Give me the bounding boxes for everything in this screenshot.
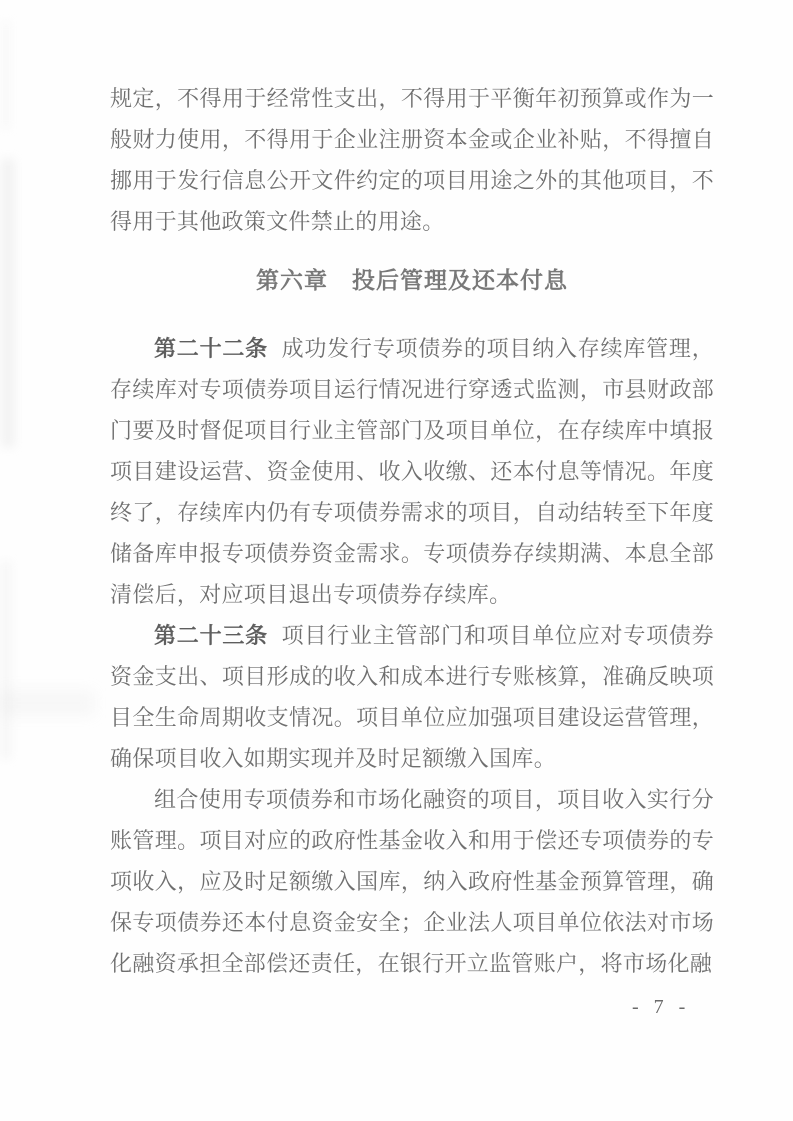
page-number: - 7 -	[632, 996, 691, 1018]
paragraph-combined-financing: 组合使用专项债券和市场化融资的项目，项目收入实行分账管理。项目对应的政府性基金收入和用于偿还专项债券的专项收入，应及时足额缴入国库，纳入政府性基金预算管理，确保专项债券还本付息资金安全；企业法人项目单位依法对市场化融资承担全部偿还责任，在银行开立监管账户，将市场化融	[110, 787, 714, 976]
scan-artifact	[2, 20, 10, 130]
article-23	[110, 615, 714, 779]
chapter-heading: 第六章 投后管理及还本付息	[256, 267, 568, 293]
article-22-term: 第二十二条	[154, 336, 268, 361]
scan-artifact	[0, 690, 95, 716]
article-23-text: 项目行业主管部门和项目单位应对专项债券资金支出、项目形成的收入和成本进行专账核算，准确反映项目全生命周期收支情况。项目单位应加强项目建设运营管理，确保项目收入如期实现并及时足额缴入国库。	[110, 623, 714, 771]
paragraph-continuation: 规定，不得用于经常性支出，不得用于平衡年初预算或作为一般财力使用，不得用于企业注册资本金或企业补贴，不得擅自挪用于发行信息公开文件约定的项目用途之外的其他项目，不得用于其他政策文件禁止的用途。	[110, 86, 714, 234]
scan-artifact	[1, 560, 11, 760]
article-23-term: 第二十三条	[154, 623, 268, 648]
scan-artifact	[1, 158, 15, 448]
text-column	[110, 78, 714, 984]
article-22	[110, 328, 714, 615]
article-22-text: 成功发行专项债券的项目纳入存续库管理，存续库对专项债券项目运行情况进行穿透式监测，市县财政部门要及时督促项目行业主管部门及项目单位，在存续库中填报项目建设运营、资金使用、收入收缴、还本付息等情况。年度终了，存续库内仍有专项债券需求的项目，自动结转至下年度储备库申报专项债券资金需求。专项债券存续期满、本息全部清偿后，对应项目退出专项债券存续库。	[110, 336, 714, 607]
